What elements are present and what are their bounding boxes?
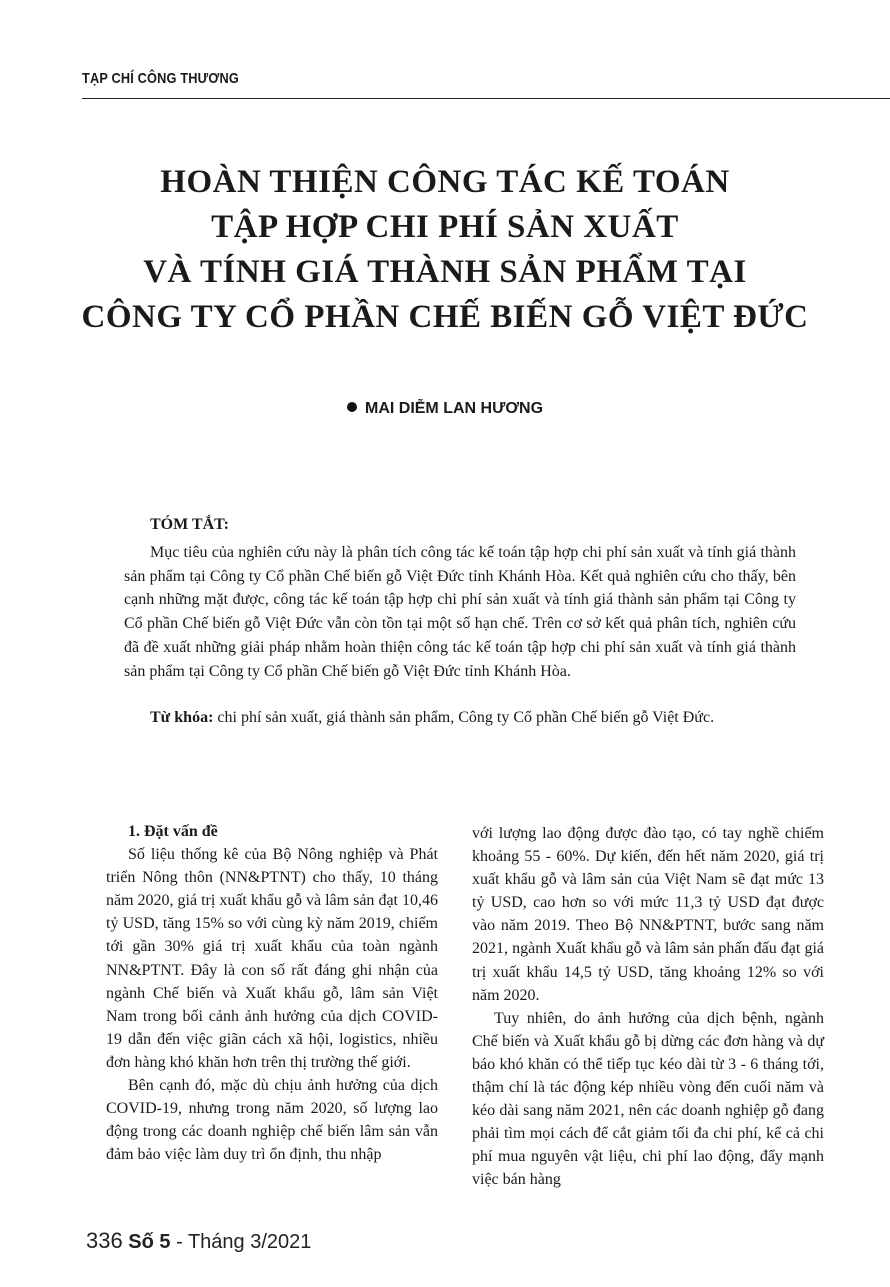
header-rule [82,98,890,99]
author-line [0,400,890,418]
keywords-text: chi phí sản xuất, giá thành sản phẩm, Công ty Cổ phần Chế biến gỗ Việt Đức. [217,709,715,726]
paragraph: Bên cạnh đó, mặc dù chịu ảnh hưởng của dịch COVID-19, nhưng trong năm 2020, số lượng lao động trong các doanh nghiệp chế biến lâm sản vẫn đảm bảo việc làm duy trì ổn định, thu nhập [106,1077,438,1164]
title-line: CÔNG TY CỔ PHẦN CHẾ BIẾN GỖ VIỆT ĐỨC [81,299,809,335]
keywords-label: Từ khóa: [150,709,214,726]
title-line: VÀ TÍNH GIÁ THÀNH SẢN PHẨM TẠI [143,254,747,290]
body-column-left [106,820,438,1166]
keywords [124,706,796,730]
body-column-right [472,822,824,1192]
page-number: 336 [86,1228,123,1253]
page-footer [86,1228,311,1254]
section-heading: 1. Đặt vấn đề [128,823,218,840]
paragraph: với lượng lao động được đào tạo, có tay nghề chiếm khoảng 55 - 60%. Dự kiến, đến hết năm 2020, giá trị xuất khẩu gỗ và lâm sản của Việt Nam sẽ đạt mức 13 tỷ USD, cao hơn so với mức 11,3 tỷ USD đạt được vào năm 2019. Theo Bộ NN&PTNT, bước sang năm 2021, ngành Xuất khẩu gỗ và lâm sản phấn đấu đạt giá trị xuất khẩu 14,5 tỷ USD, tăng khoảng 12% so với năm 2020. [472,825,824,1004]
issue-label: Số 5 [128,1231,171,1253]
paragraph: Tuy nhiên, do ảnh hưởng của dịch bệnh, ngành Chế biến và Xuất khẩu gỗ bị dừng các đơn hàng và dự báo khó khăn có thể tiếp tục kéo dài từ 3 - 6 tháng tới, thậm chí là tác động kép nhiều vòng đến cuối năm và kéo dài sang năm 2021, nên các doanh nghiệp gỗ đang phải tìm mọi cách để cắt giảm tối đa chi phí, kể cả chi phí mua nguyên vật liệu, chi phí lao động, đẩy mạnh việc bán hàng [472,1009,824,1189]
bullet-icon [347,402,357,412]
author-name: MAI DIỄM LAN HƯƠNG [364,400,544,417]
title-line: HOÀN THIỆN CÔNG TÁC KẾ TOÁN [160,164,730,200]
issue-date: - Tháng 3/2021 [170,1231,312,1253]
abstract-heading: TÓM TẮT: [150,516,229,533]
abstract-text: Mục tiêu của nghiên cứu này là phân tích công tác kế toán tập hợp chi phí sản xuất và tính giá thành sản phẩm tại Công ty Cổ phần Chế biến gỗ Việt Đức tỉnh Khánh Hòa. Kết quả nghiên cứu cho thấy, bên cạnh những mặt được, công tác kế toán tập hợp chi phí sản xuất và tính giá thành sản phẩm tại Công ty Cổ phần Chế biến gỗ Việt Đức vẫn còn tồn tại một số hạn chế. Trên cơ sở kết quả phân tích, nghiên cứu đã đề xuất những giải pháp nhằm hoàn thiện công tác kế toán tập hợp chi phí sản xuất và tính giá thành sản phẩm tại Công ty Cổ phần Chế biến gỗ Việt Đức tỉnh Khánh Hòa. [124,544,796,680]
paragraph: Số liệu thống kê của Bộ Nông nghiệp và Phát triển Nông thôn (NN&PTNT) cho thấy, 10 tháng năm 2020, giá trị xuất khẩu gỗ và lâm sản đạt 10,46 tỷ USD, tăng 15% so với cùng kỳ năm 2019, chiếm tới gần 30% giá trị xuất khẩu của toàn ngành NN&PTNT. Đây là con số rất đáng ghi nhận của ngành Chế biến và Xuất khẩu gỗ, lâm sản Việt Nam trong bối cảnh ảnh hưởng của dịch COVID-19 dẫn đến việc giãn cách xã hội, logistics, nhiều đơn hàng khó khăn hơn trên thị trường thế giới. [106,846,438,1071]
title-line: TẬP HỢP CHI PHÍ SẢN XUẤT [211,209,679,245]
article-title [60,160,830,340]
journal-name: TẠP CHÍ CÔNG THƯƠNG [82,70,239,87]
